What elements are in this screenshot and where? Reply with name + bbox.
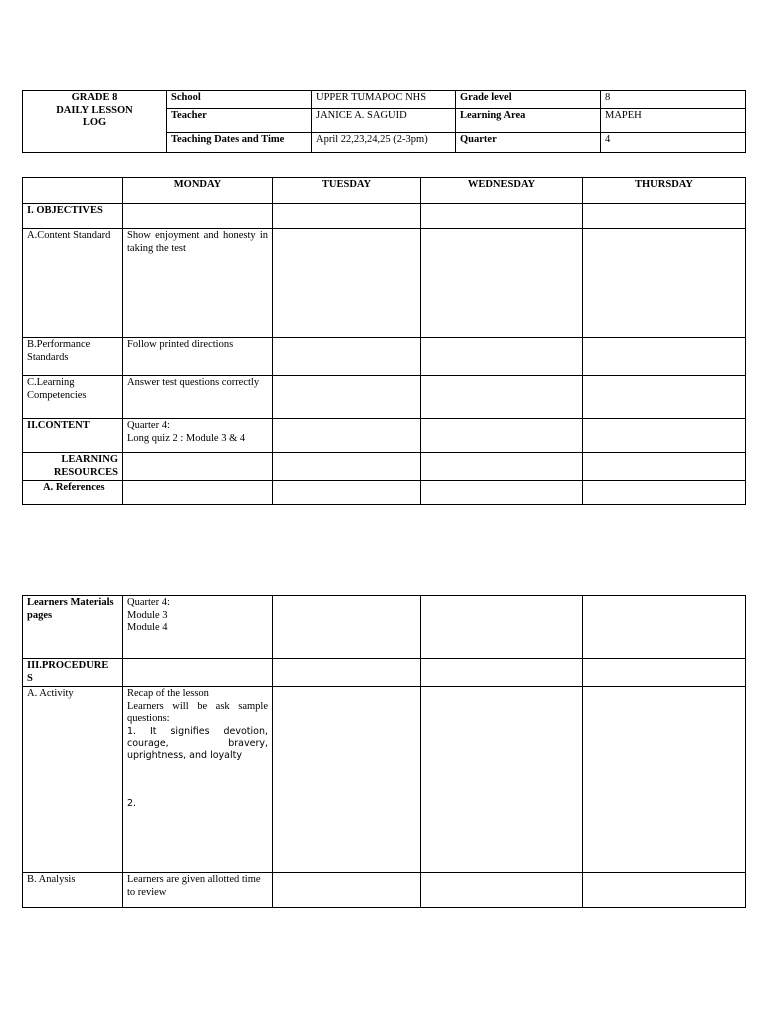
grade-level-value: 8 (601, 91, 746, 109)
cell (273, 873, 421, 908)
teaching-dates-label: Teaching Dates and Time (167, 133, 312, 153)
cell (421, 419, 583, 453)
cell (583, 453, 746, 481)
content-monday: Quarter 4: Long quiz 2 : Module 3 & 4 (123, 419, 273, 453)
activity-item-2: 2. (127, 797, 137, 809)
cell (421, 229, 583, 338)
cell (273, 687, 421, 873)
activity-line2: Learners will be ask sample questions: (127, 700, 268, 724)
cell (583, 596, 746, 659)
school-label: School (167, 91, 312, 109)
cell (421, 376, 583, 419)
procedures-heading: III.PROCEDURE S (23, 659, 123, 687)
cell (273, 204, 421, 229)
grade-level-label: Grade level (456, 91, 601, 109)
activity-label: A. Activity (23, 687, 123, 873)
learning-resources-label: LEARNING RESOURCES (53, 454, 118, 478)
learners-materials-monday: Quarter 4: Module 3 Module 4 (123, 596, 273, 659)
cell (421, 453, 583, 481)
cell (421, 659, 583, 687)
learning-competencies-label: C.Learning Competencies (23, 376, 123, 419)
references-heading: A. References (23, 481, 123, 505)
learning-area-label: Learning Area (456, 109, 601, 133)
content-standard-monday: Show enjoyment and honesty in taking the test (123, 229, 273, 338)
quarter-label: Quarter (456, 133, 601, 153)
cell (273, 481, 421, 505)
teacher-label: Teacher (167, 109, 312, 133)
cell (421, 873, 583, 908)
learning-area-value: MAPEH (601, 109, 746, 133)
cell (273, 338, 421, 376)
cell (273, 453, 421, 481)
cell (421, 687, 583, 873)
cell (123, 204, 273, 229)
activity-intro: Recap of the lesson (127, 688, 209, 699)
cell (123, 453, 273, 481)
header-table (22, 90, 746, 153)
learners-materials-label: Learners Materials pages (23, 596, 123, 659)
cell (273, 659, 421, 687)
cell (421, 596, 583, 659)
cell (421, 481, 583, 505)
activity-monday (123, 687, 273, 873)
cell (421, 204, 583, 229)
lesson-log-title: GRADE 8 DAILY LESSON LOG (23, 91, 167, 153)
school-value: UPPER TUMAPOC NHS (312, 91, 456, 109)
day-header-tuesday: TUESDAY (273, 178, 421, 204)
activity-item-1: 1. It signifies devotion, courage, bravery, uprightness, and loyalty (127, 725, 268, 761)
learning-resources-heading (23, 453, 123, 481)
cell (583, 338, 746, 376)
cell (273, 376, 421, 419)
cell (123, 659, 273, 687)
day-header-wednesday: WEDNESDAY (421, 178, 583, 204)
cell (273, 596, 421, 659)
analysis-monday: Learners are given allotted time to review (123, 873, 273, 908)
cell (583, 687, 746, 873)
cell (583, 204, 746, 229)
cell (583, 873, 746, 908)
corner-cell (23, 178, 123, 204)
lesson-table-part2 (22, 595, 746, 908)
content-heading: II.CONTENT (23, 419, 123, 453)
day-header-monday: MONDAY (123, 178, 273, 204)
performance-standards-monday: Follow printed directions (123, 338, 273, 376)
cell (583, 376, 746, 419)
cell (123, 481, 273, 505)
day-header-thursday: THURSDAY (583, 178, 746, 204)
cell (273, 419, 421, 453)
performance-standards-label: B.Performance Standards (23, 338, 123, 376)
content-standard-label: A.Content Standard (23, 229, 123, 338)
lesson-table-part1 (22, 177, 746, 505)
cell (583, 659, 746, 687)
learning-competencies-monday: Answer test questions correctly (123, 376, 273, 419)
cell (421, 338, 583, 376)
teaching-dates-value: April 22,23,24,25 (2-3pm) (312, 133, 456, 153)
analysis-label: B. Analysis (23, 873, 123, 908)
cell (583, 419, 746, 453)
cell (583, 229, 746, 338)
teacher-value: JANICE A. SAGUID (312, 109, 456, 133)
quarter-value: 4 (601, 133, 746, 153)
cell (273, 229, 421, 338)
cell (583, 481, 746, 505)
objectives-heading: I. OBJECTIVES (23, 204, 123, 229)
